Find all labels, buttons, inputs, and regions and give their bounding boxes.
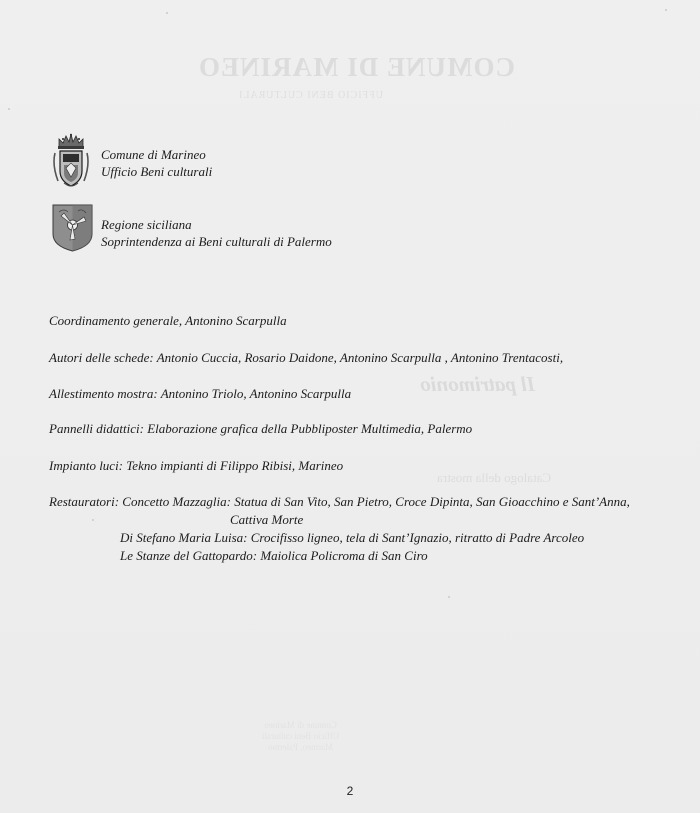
show-through-subtitle: UFFICIO BENI CULTURALI bbox=[238, 90, 383, 101]
page-number: 2 bbox=[346, 784, 354, 798]
scan-speck bbox=[8, 108, 10, 110]
comune-caption bbox=[101, 146, 212, 180]
show-through-heading: Il patrimonio bbox=[420, 372, 535, 396]
scan-speck bbox=[448, 596, 450, 598]
scan-speck bbox=[665, 9, 667, 11]
regione-siciliana-trinacria-icon bbox=[52, 204, 93, 252]
scan-speck bbox=[92, 519, 94, 521]
credit-restauratori bbox=[49, 493, 630, 565]
credit-pannelli: Pannelli didattici: Elaborazione grafica della Pubbliposter Multimedia, Palermo bbox=[49, 421, 473, 436]
regione-caption bbox=[101, 216, 332, 250]
comune-di-marineo-crest-icon bbox=[52, 133, 90, 189]
show-through-title: COMUNE DI MARINEO bbox=[198, 52, 515, 82]
restauratori-line-4: Le Stanze del Gattopardo: Maiolica Policroma di San Ciro bbox=[120, 548, 428, 563]
credit-autori: Autori delle schede: Antonio Cuccia, Rosario Daidone, Antonino Scarpulla , Antonino Trentacosti, bbox=[49, 350, 564, 365]
show-through-subheading: Catalogo della mostra bbox=[437, 470, 552, 485]
comune-name: Comune di Marineo bbox=[101, 147, 206, 162]
credit-allestimento: Allestimento mostra: Antonino Triolo, Antonino Scarpulla bbox=[49, 386, 352, 401]
regione-logo bbox=[52, 204, 93, 252]
credit-coordinamento: Coordinamento generale, Antonino Scarpulla bbox=[49, 313, 287, 328]
scan-speck bbox=[166, 12, 168, 14]
restauratori-line-2: Cattiva Morte bbox=[230, 512, 304, 527]
show-through-footer: Comune di Marineo Ufficio Beni culturali Marineo, Palermo bbox=[262, 720, 340, 752]
comune-office: Ufficio Beni culturali bbox=[101, 164, 213, 179]
regione-name: Regione siciliana bbox=[101, 217, 192, 232]
credit-impianto: Impianto luci: Tekno impianti di Filippo Ribisi, Marineo bbox=[49, 458, 344, 473]
restauratori-line-3: Di Stefano Maria Luisa: Crocifisso ligneo, tela di Sant’Ignazio, ritratto di Padre Arcoleo bbox=[120, 530, 585, 545]
restauratori-line-1: Restauratori: Concetto Mazzaglia: Statua di San Vito, San Pietro, Croce Dipinta, San Gioacchino e Sant’Anna, bbox=[49, 494, 630, 509]
soprintendenza-name: Soprintendenza ai Beni culturali di Palermo bbox=[101, 234, 332, 249]
comune-logo bbox=[52, 133, 90, 189]
